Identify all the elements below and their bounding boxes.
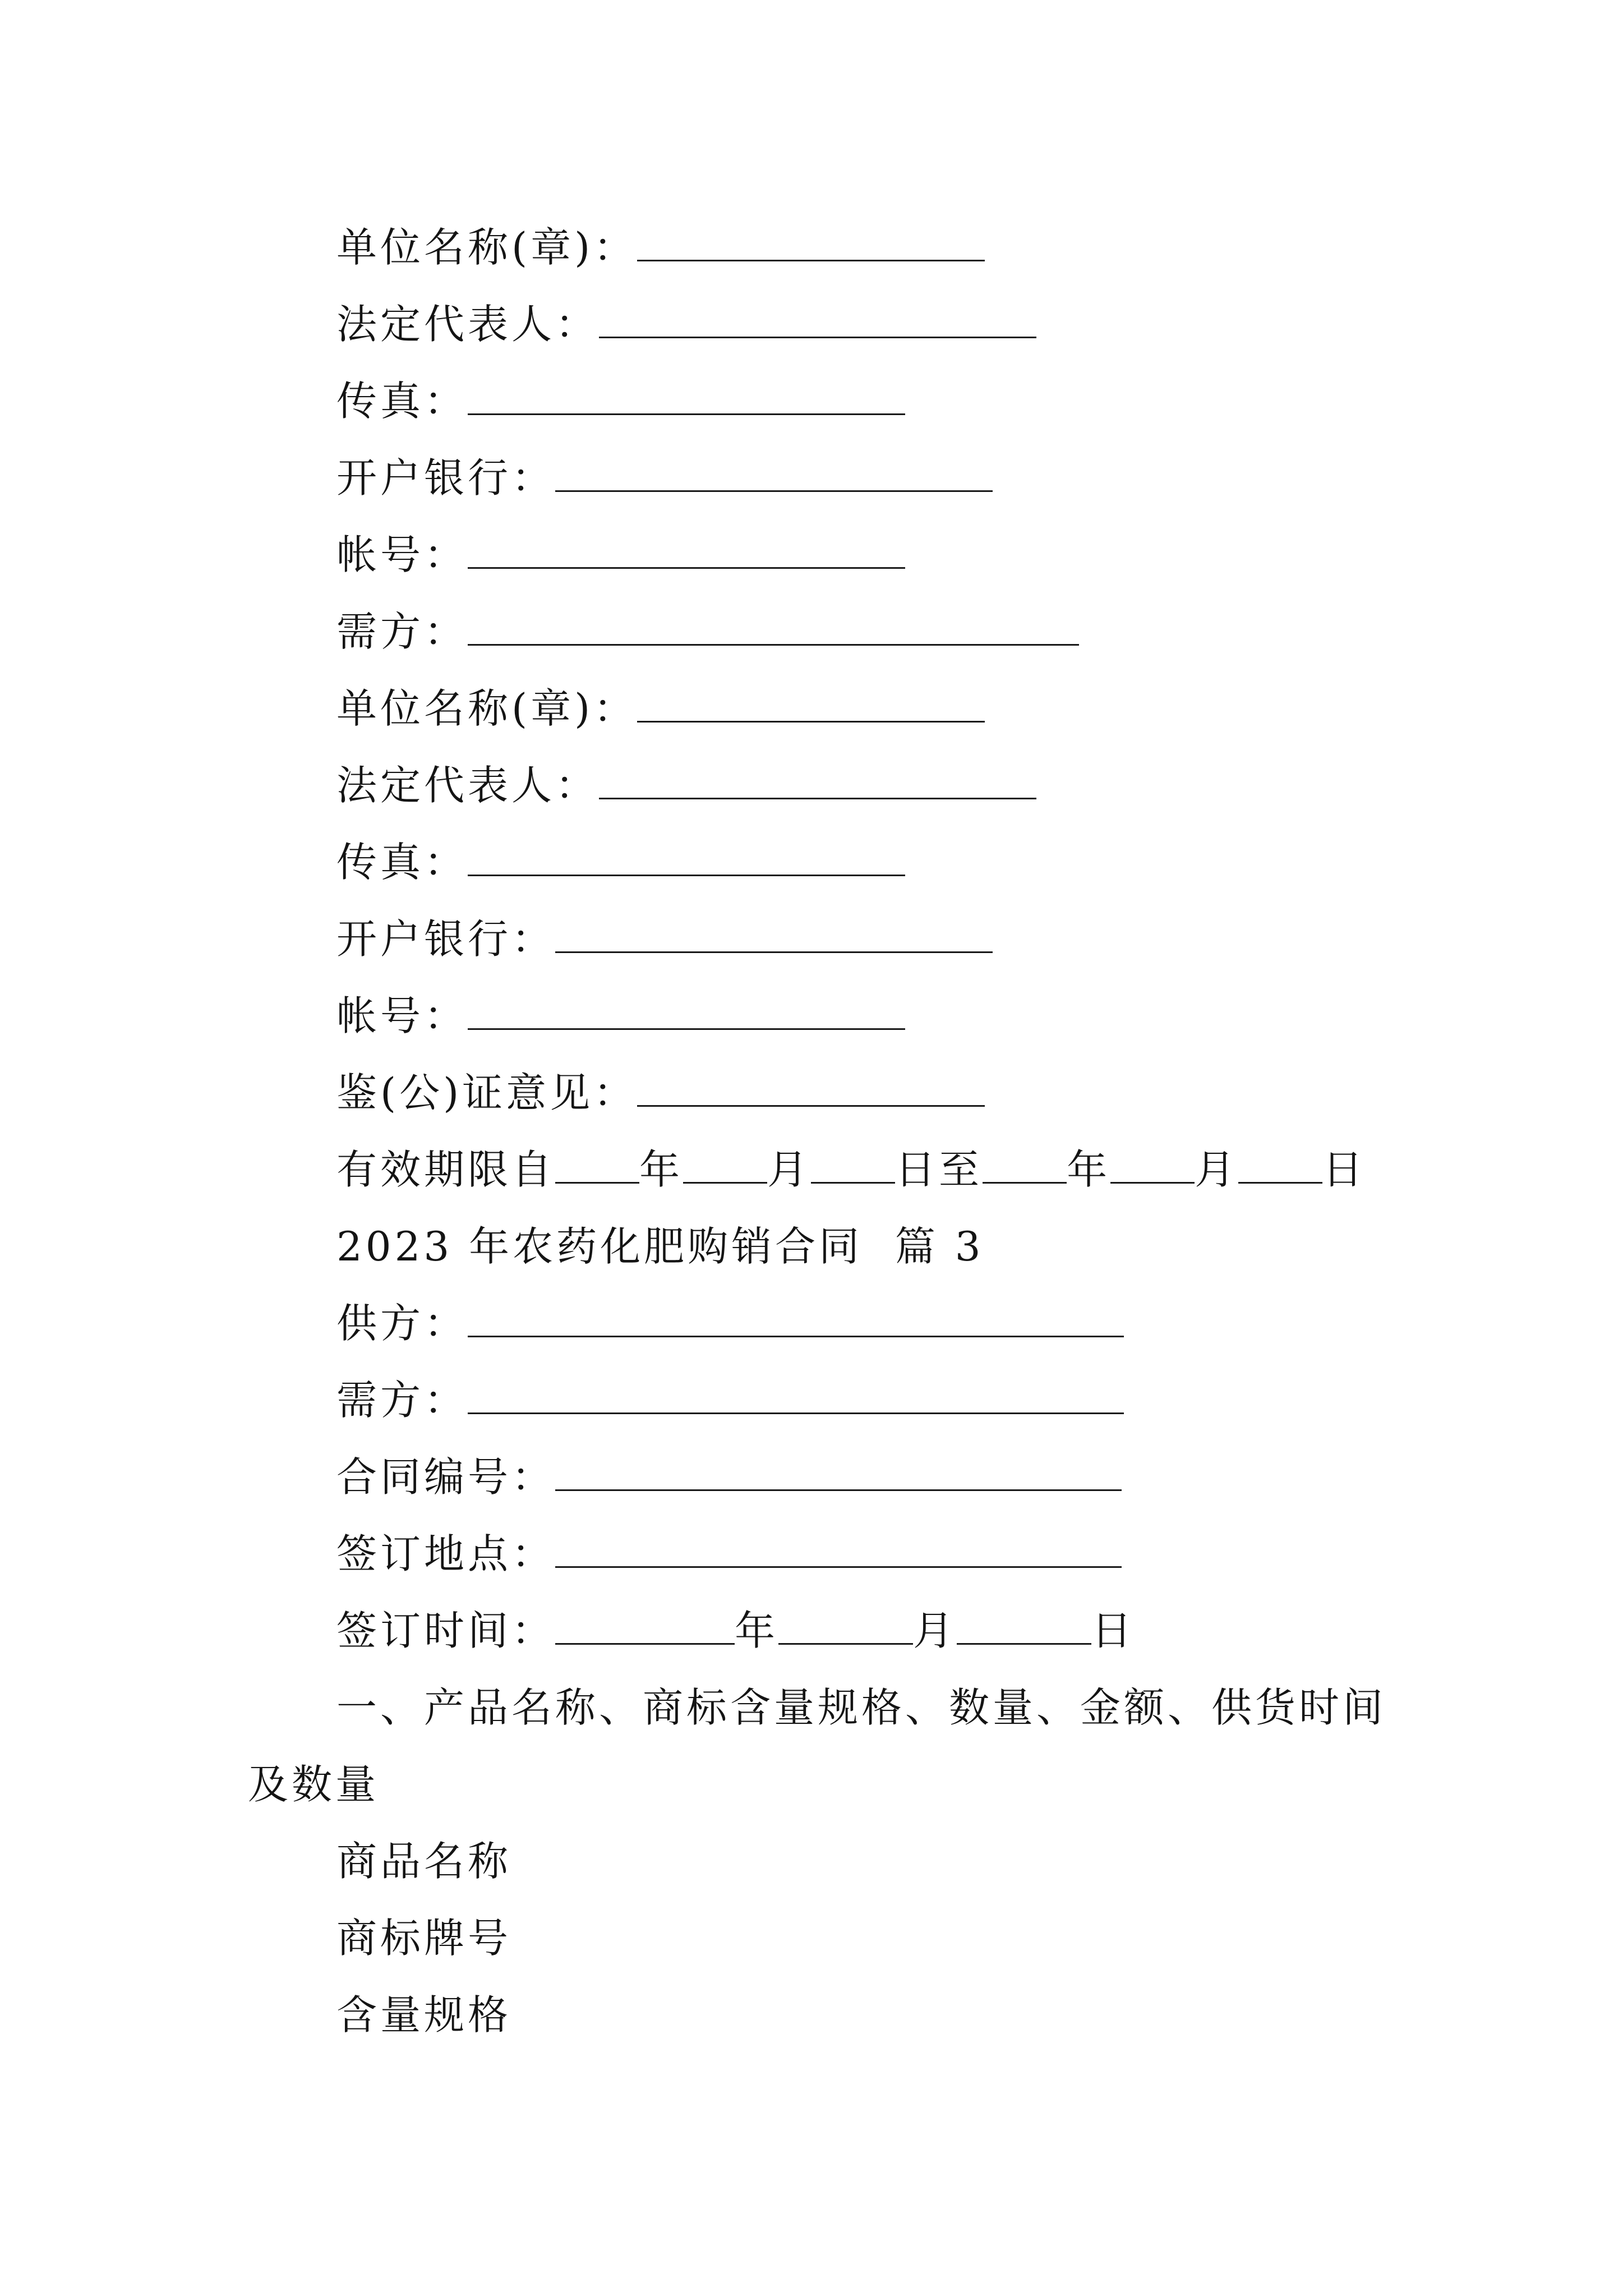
item-spec-text: 含量规格 [336,1991,512,2039]
seller-unit-name-label: 单位名称(章)： [336,224,638,271]
sign-year-label: 年 [735,1607,779,1654]
notary-blank[interactable] [637,1073,985,1107]
item-brand-text: 商标牌号 [336,1915,512,1962]
validity-end-day-blank[interactable] [1238,1149,1322,1184]
clause1-line1-text: 一、产品名称、商标含量规格、数量、金额、供货时间 [336,1684,1387,1731]
validity-prefix: 有效期限自 [336,1146,556,1193]
buyer-unit-name-label: 单位名称(章)： [336,685,638,732]
item-spec [336,1981,511,2042]
seller-account-blank[interactable] [468,535,905,569]
seller-unit-name-row [336,213,985,275]
seller-bank-label: 开户银行： [336,454,556,501]
notary-row [336,1059,985,1120]
contract-no-label: 合同编号： [336,1453,556,1501]
seller-fax-row [336,367,905,429]
sign-month-label: 月 [913,1607,957,1654]
sign-day-label: 日 [1091,1607,1136,1654]
notary-label: 鉴(公)证意见： [336,1069,638,1116]
buyer-unit-name-row [336,674,985,736]
buyer-account-row [336,982,905,1043]
sign-month-blank[interactable] [778,1611,913,1645]
seller-bank-blank[interactable] [555,458,993,492]
validity-year2-label: 年 [1067,1146,1111,1193]
supplier-blank[interactable] [468,1303,1124,1337]
sign-place-label: 签订地点： [336,1530,556,1577]
buyer-fax-label: 传真： [336,839,468,886]
clause1-line2-text: 及数量 [248,1761,380,1808]
buyer-legal-rep-row [336,751,1036,813]
sign-time-row [336,1596,1135,1658]
sign-place-row [336,1520,1122,1581]
seller-fax-blank[interactable] [468,381,905,415]
contract3-buyer-label: 需方： [336,1377,468,1424]
buyer-account-blank[interactable] [468,996,905,1030]
validity-end-month-blank[interactable] [1110,1149,1195,1184]
sign-place-blank[interactable] [555,1534,1122,1568]
seller-fax-label: 传真： [336,378,468,425]
seller-legal-rep-blank[interactable] [599,304,1036,338]
buyer-legal-rep-blank[interactable] [599,765,1036,799]
buyer-label: 需方： [336,608,468,655]
buyer-fax-blank[interactable] [468,842,905,876]
validity-start-month-blank[interactable] [683,1149,767,1184]
sign-year-blank[interactable] [555,1611,735,1645]
validity-start-year-blank[interactable] [555,1149,639,1184]
sign-time-label: 签订时间： [336,1607,556,1654]
buyer-bank-blank[interactable] [555,919,993,953]
buyer-blank[interactable] [468,611,1079,646]
seller-unit-name-blank[interactable] [637,227,985,261]
sign-day-blank[interactable] [957,1611,1091,1645]
clause1-line2 [248,1750,379,1812]
buyer-row [336,597,1079,659]
validity-end-year-blank[interactable] [983,1149,1067,1184]
validity-day2-label: 日 [1322,1146,1367,1193]
contract3-heading [336,1212,984,1274]
buyer-bank-label: 开户银行： [336,915,556,963]
buyer-bank-row [336,905,993,967]
validity-year-label: 年 [639,1146,684,1193]
validity-day-to-label: 日至 [895,1146,983,1193]
buyer-legal-rep-label: 法定代表人： [336,762,600,809]
item-brand [336,1904,511,1966]
contract3-buyer-row [336,1366,1124,1428]
supplier-label: 供方： [336,1300,468,1347]
contract3-buyer-blank[interactable] [468,1380,1124,1414]
item-product-name [336,1827,511,1889]
buyer-fax-row [336,828,905,890]
validity-row [336,1135,1366,1197]
seller-legal-rep-row [336,290,1036,352]
seller-account-row [336,521,905,582]
validity-month2-label: 月 [1195,1146,1239,1193]
buyer-account-label: 帐号： [336,992,468,1039]
seller-account-label: 帐号： [336,531,468,578]
contract-no-row [336,1443,1122,1504]
clause1-line1 [336,1673,1386,1735]
item-product-name-text: 商品名称 [336,1838,512,1885]
contract3-heading-text: 2023 年农药化肥购销合同 篇 3 [336,1223,984,1270]
buyer-unit-name-blank[interactable] [637,688,985,723]
validity-start-day-blank[interactable] [811,1149,895,1184]
validity-month-label: 月 [767,1146,811,1193]
supplier-row [336,1289,1124,1351]
contract-no-blank[interactable] [555,1457,1122,1491]
seller-legal-rep-label: 法定代表人： [336,301,600,348]
seller-bank-row [336,444,993,505]
